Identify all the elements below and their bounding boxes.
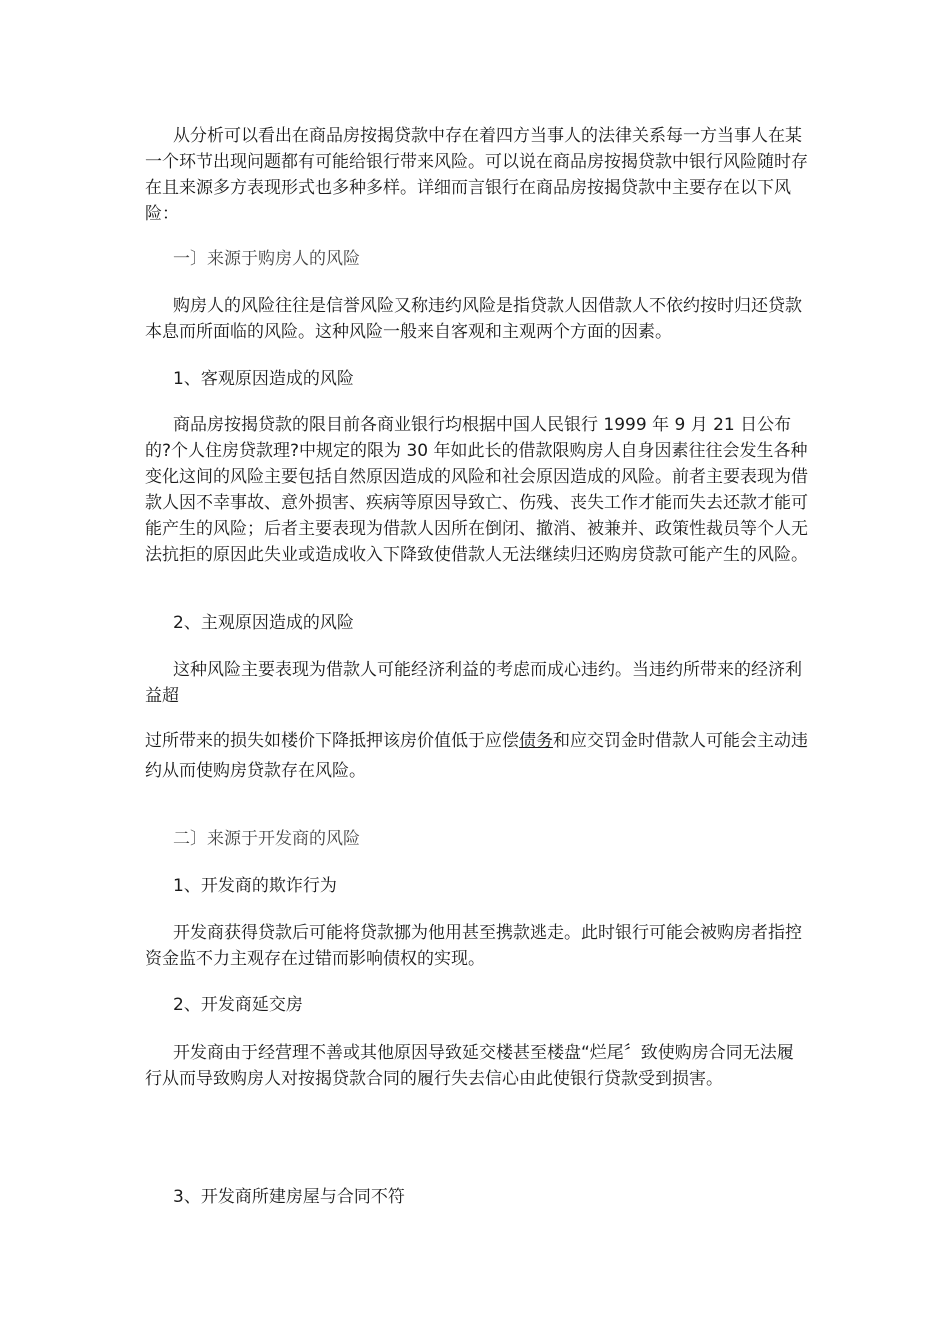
paragraph-intro: 从分析可以看出在商品房按揭贷款中存在着四方当事人的法律关系每一方当事人在某一个环节出现问题都有可能给银行带来风险。可以说在商品房按揭贷款中银行风险随时存在且来源多方表现形式也多种多样。详细而言银行在商品房按揭贷款中主要存在以下风险： (145, 126, 808, 224)
text-segment: 和应交罚金时借款人可能会主动违约从而使购房贷款存在风险。 (145, 731, 808, 781)
paragraph-objective-risk: 商品房按揭贷款的限目前各商业银行均根据中国人民银行 1999 年 9 月 21 日公布的?个人住房贷款理?中规定的限为 30 年如此长的借款限购房人自身因素往往会发生各种变化这间的风险主要包括自然原因造成的风险和社会原因造成的风险。前者主要表现为借款人因不幸事故、意外损害、疾病等原因导致亡、伤残、丧失工作才能而失去还款才能可能产生的风险；后者主要表现为借款人因所在倒闭、撤消、被兼并、政策性裁员等个人无法抗拒的原因此失业或造成收入下降致使借款人无法继续归还购房贷款可能产生的风险。 (145, 415, 808, 565)
heading-nonconforming-housing: 3、开发商所建房屋与合同不符 (173, 1187, 405, 1207)
paragraph-developer-fraud: 开发商获得贷款后可能将贷款挪为他用甚至携款逃走。此时银行可能会被购房者指控资金监不力主观存在过错而影响债权的实现。 (145, 923, 802, 969)
paragraph-buyer-risk: 购房人的风险往往是信誉风险又称违约风险是指贷款人因借款人不依约按时归还贷款本息而所面临的风险。这种风险一般来自客观和主观两个方面的因素。 (145, 296, 802, 342)
heading-subjective-risk: 2、主观原因造成的风险 (173, 613, 354, 633)
paragraph-subjective-risk-continued (145, 726, 810, 786)
heading-developer-fraud: 1、开发商的欺诈行为 (173, 876, 337, 896)
text-segment: 过所带来的损失如楼价下降抵押该房价值低于应偿 (145, 731, 519, 751)
heading-objective-risk: 1、客观原因造成的风险 (173, 369, 354, 389)
heading-buyer-risk: 一〕来源于购房人的风险 (173, 249, 360, 269)
debt-link[interactable]: 债务 (519, 731, 553, 751)
heading-developer-risk: 二〕来源于开发商的风险 (173, 829, 360, 849)
paragraph-delayed-delivery: 开发商由于经营理不善或其他原因导致延交楼甚至楼盘“烂尾〞致使购房合同无法履行从而导致购房人对按揭贷款合同的履行失去信心由此使银行贷款受到损害。 (145, 1043, 794, 1089)
heading-delayed-delivery: 2、开发商延交房 (173, 995, 303, 1015)
paragraph-subjective-risk: 这种风险主要表现为借款人可能经济利益的考虑而成心违约。当违约所带来的经济利益超 (145, 660, 802, 706)
